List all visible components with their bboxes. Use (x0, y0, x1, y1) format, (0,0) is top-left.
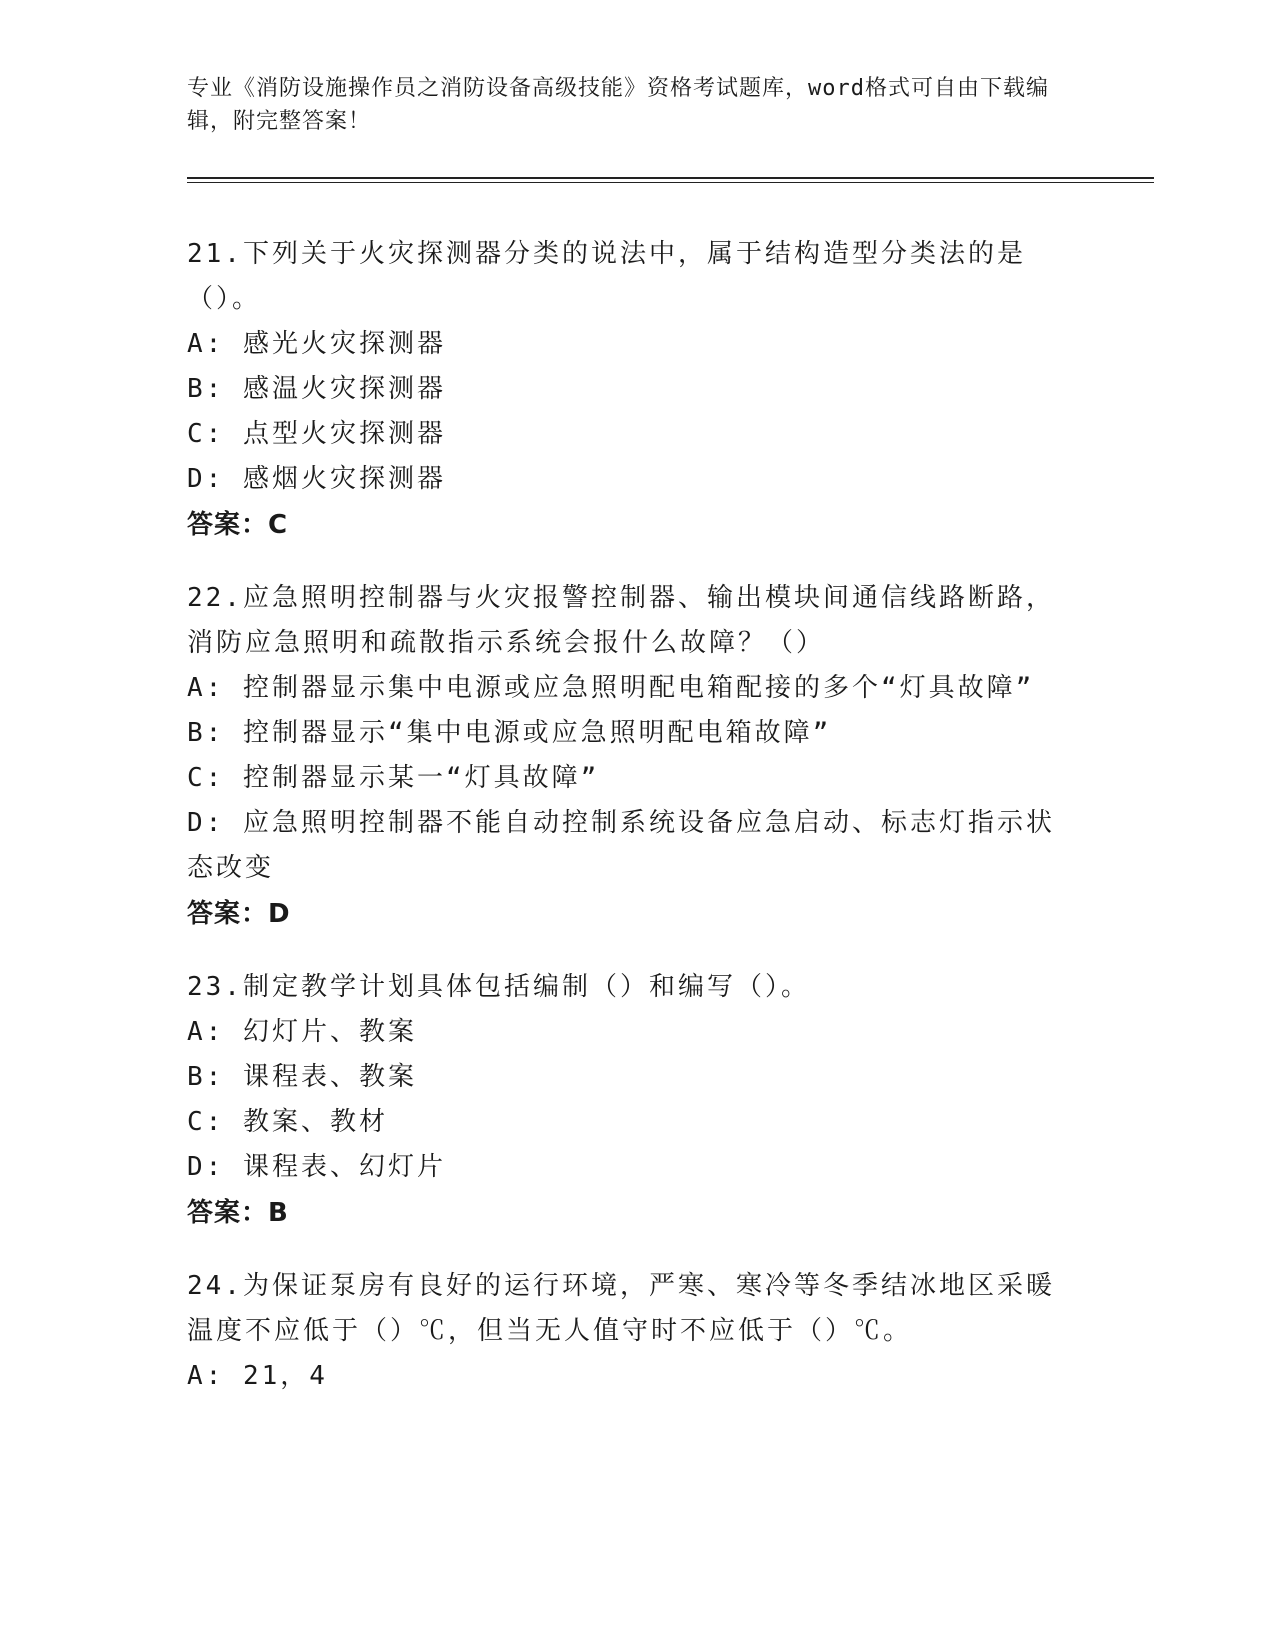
option-a: A: 感光火灾探测器 (187, 329, 446, 359)
question-23 (187, 965, 1082, 1236)
option-a: A: 21，4 (187, 1361, 328, 1391)
answer: 答案：C (187, 510, 289, 540)
option-d: D: 课程表、幻灯片 (187, 1152, 446, 1182)
question-22 (187, 576, 1082, 937)
document-header: 专业《消防设施操作员之消防设备高级技能》资格考试题库，word格式可自由下载编辑，附完整答案！ (187, 76, 1049, 134)
option-d: D: 感烟火灾探测器 (187, 464, 446, 494)
answer: 答案：D (187, 899, 291, 929)
question-text: 24.为保证泵房有良好的运行环境，严寒、寒冷等冬季结冰地区采暖温度不应低于（）℃，但当无人值守时不应低于（）℃。 (187, 1271, 1055, 1346)
option-b: B: 感温火灾探测器 (187, 374, 446, 404)
header-rule-thick (187, 177, 1154, 179)
question-text: 21.下列关于火灾探测器分类的说法中，属于结构造型分类法的是（）。 (187, 239, 1026, 314)
question-list (187, 232, 1082, 1427)
question-21 (187, 232, 1082, 548)
option-b: B: 控制器显示“集中电源或应急照明配电箱故障” (187, 718, 832, 748)
option-a: A: 控制器显示集中电源或应急照明配电箱配接的多个“灯具故障” (187, 673, 1035, 703)
option-d: D: 应急照明控制器不能自动控制系统设备应急启动、标志灯指示状态改变 (187, 808, 1055, 883)
answer: 答案：B (187, 1198, 289, 1228)
question-text: 23.制定教学计划具体包括编制（）和编写（）。 (187, 972, 810, 1002)
option-c: C: 控制器显示某一“灯具故障” (187, 763, 600, 793)
option-c: C: 点型火灾探测器 (187, 419, 446, 449)
option-c: C: 教案、教材 (187, 1107, 388, 1137)
question-text: 22.应急照明控制器与火灾报警控制器、输出模块间通信线路断路，消防应急照明和疏散指示系统会报什么故障？（） (187, 583, 1055, 658)
question-24 (187, 1264, 1082, 1399)
option-a: A: 幻灯片、教案 (187, 1017, 417, 1047)
header-rule-thin (187, 182, 1154, 183)
option-b: B: 课程表、教案 (187, 1062, 417, 1092)
